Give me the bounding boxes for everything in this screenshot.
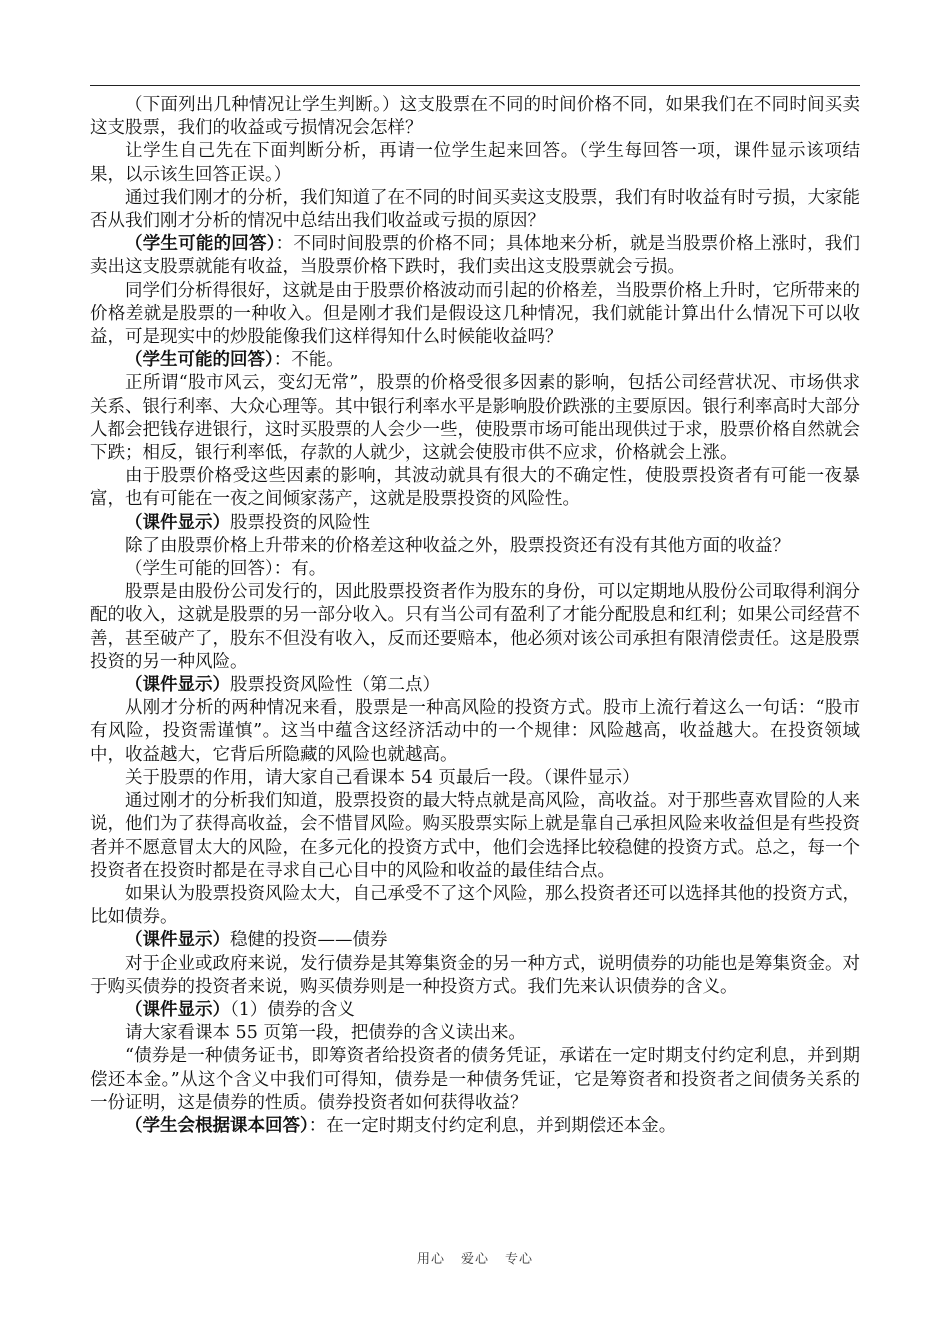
paragraph: （学生可能的回答）：不能。 [125, 350, 344, 371]
paragraph: （下面列出几种情况让学生判断。）这支股票在不同的时间价格不同，如果我们在不同时间买卖这支股票，我们的收益或亏损情况会怎样？ [90, 95, 860, 139]
page-footer [0, 1248, 950, 1267]
paragraph: 关于股票的作用，请大家自己看课本 54 页最后一段。（课件显示） [125, 767, 640, 788]
footer-word: 爱心 [460, 1252, 489, 1267]
paragraph: （学生会根据课本回答）：在一定时期支付约定利息，并到期偿还本金。 [125, 1115, 677, 1136]
paragraph: 从刚才分析的两种情况来看，股票是一种高风险的投资方式。股市上流行着这么一句话：“股市有风险，投资需谨慎”。这当中蕴含这经济活动中的一个规律：风险越高，收益越大。在投资领域中，收益越大，它背后所隐藏的风险也就越高。 [90, 698, 860, 765]
paragraph: 如果认为股票投资风险太大，自己承受不了这个风险，那么投资者还可以选择其他的投资方式，比如债券。 [90, 883, 860, 928]
paragraph: 请大家看课本 55 页第一段，把债券的含义读出来。 [125, 1023, 526, 1044]
paragraph: 股票是由股份公司发行的，因此股票投资者作为股东的身份，可以定期地从股份公司取得利润分配的收入，这就是股票的另一部分收入。只有当公司有盈利了才能分配股息和红利；如果公司经营不善，甚至破产了，股东不但没有收入，反而还要赔本，他必须对该公司承担有限清偿责任。这是股票投资的另一种风险。 [90, 582, 860, 672]
paragraph: 由于股票价格受这些因素的影响，其波动就具有很大的不确定性，使股票投资者有可能一夜暴富，也有可能在一夜之间倾家荡产，这就是股票投资的风险性。 [90, 466, 860, 510]
document-body [90, 94, 860, 1138]
paragraph: 让学生自己先在下面判断分析，再请一位学生起来回答。（学生每回答一项，课件显示该项结果，以示该生回答正误。） [90, 141, 860, 185]
paragraph: 正所谓“股市风云，变幻无常”，股票的价格受很多因素的影响，包括公司经营状况、市场供求关系、银行利率、大众心理等。其中银行利率水平是影响股价跌涨的主要原因。银行利率高时大部分人都会把钱存进银行，这时买股票的人会少一些，使股票市场可能出现供过于求，股票价格自然就会下跌；相反，银行利率低，存款的人就少，这就会使股市供不应求，价格就会上涨。 [90, 373, 860, 464]
paragraph: （课件显示）股票投资风险性（第二点） [125, 675, 440, 696]
paragraph: 同学们分析得很好，这就是由于股票价格波动而引起的价格差，当股票价格上升时，它所带来的价格差就是股票的一种收入。但是刚才我们是假设这几种情况，我们就能计算出什么情况下可以收益，可是现实中的炒股能像我们这样得知什么时候能收益吗？ [90, 280, 860, 348]
paragraph: 通过我们刚才的分析，我们知道了在不同的时间买卖这支股票，我们有时收益有时亏损，大家能否从我们刚才分析的情况中总结出我们收益或亏损的原因？ [90, 187, 860, 232]
header-rule [90, 85, 860, 86]
paragraph: （学生可能的回答）：不同时间股票的价格不同；具体地来分析，就是当股票价格上涨时，我们卖出这支股票就能有收益，当股票价格下跌时，我们卖出这支股票就会亏损。 [90, 234, 860, 278]
footer-word: 专心 [505, 1252, 534, 1267]
paragraph: 除了由股票价格上升带来的价格差这种收益之外，股票投资还有没有其他方面的收益？ [125, 535, 790, 556]
paragraph: “债券是一种债务证书，即筹资者给投资者的债务凭证，承诺在一定时期支付约定利息，并到期偿还本金。”从这个含义中我们可得知，债券是一种债务凭证，它是筹资者和投资者之间债务关系的一份证明，这是债券的性质。债券投资者如何获得收益？ [90, 1046, 860, 1113]
paragraph: 对于企业或政府来说，发行债券是其筹集资金的另一种方式，说明债券的功能也是筹集资金。对于购买债券的投资者来说，购买债券则是一种投资方式。我们先来认识债券的含义。 [90, 953, 860, 997]
footer-word: 用心 [416, 1252, 445, 1267]
paragraph: （课件显示）稳健的投资——债券 [125, 930, 388, 951]
paragraph: 通过刚才的分析我们知道，股票投资的最大特点就是高风险，高收益。对于那些喜欢冒险的人来说，他们为了获得高收益，会不惜冒风险。购买股票实际上就是靠自己承担风险来收益但是有些投资者并不愿意冒太大的风险，在多元化的投资方式中，他们会选择比较稳健的投资方式。总之，每一个投资者在投资时都是在寻求自己心目中的风险和收益的最佳结合点。 [90, 791, 860, 881]
paragraph: （课件显示）（1）债券的含义 [125, 999, 355, 1020]
paragraph: （课件显示）股票投资的风险性 [125, 512, 370, 533]
paragraph: （学生可能的回答）：有。 [125, 559, 327, 580]
